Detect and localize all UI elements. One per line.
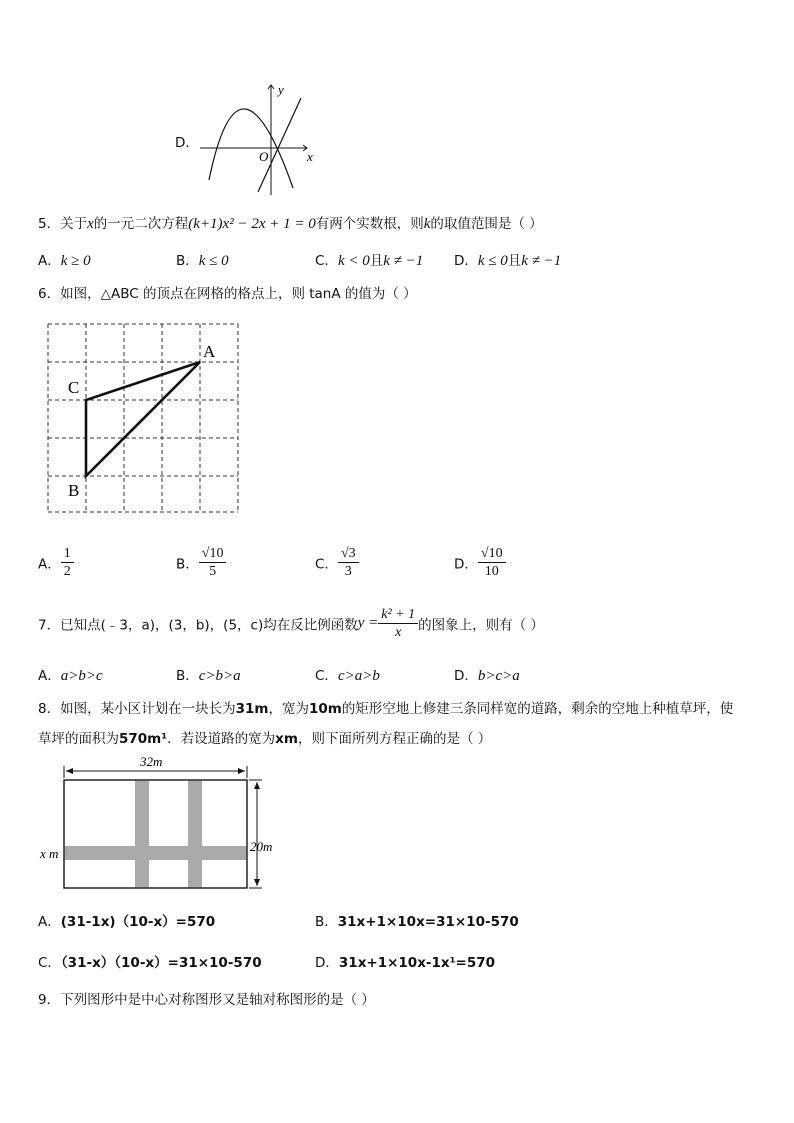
q8-field <box>64 780 247 888</box>
q8-left-label: x m <box>40 846 59 861</box>
q8-option-d[interactable]: D．31x+1×10x-1x¹=570 <box>315 955 496 971</box>
q5-option-d[interactable]: D．k ≤ 0且k ≠ −1 <box>454 253 562 269</box>
q5-option-a[interactable]: A．k ≥ 0 <box>38 253 91 269</box>
q5-option-b[interactable]: B．k ≤ 0 <box>176 253 229 269</box>
q7-option-a[interactable]: A．a>b>c <box>38 668 103 684</box>
q5-option-c[interactable]: C．k < 0且k ≠ −1 <box>315 253 424 269</box>
q8-option-a[interactable]: A．(31-1x)（10-x）=570 <box>38 914 216 930</box>
q4-option-d-label: D． <box>175 135 199 151</box>
q8-right-label: 20m <box>250 839 273 854</box>
q6-label-b: B <box>68 481 80 500</box>
q6-option-c[interactable]: C． $\frac{√3}{3}$ <box>315 545 359 580</box>
q4-origin-label: O <box>259 149 269 164</box>
q4-y-label: y <box>278 82 284 97</box>
q9-stem: 9．下列图形中是中心对称图形又是轴对称图形的是（ ） <box>38 992 375 1008</box>
q6-option-d[interactable]: D． $\frac{√10}{10}$ <box>454 545 506 580</box>
q8-road-vertical-1 <box>135 780 149 888</box>
q8-road-vertical-2 <box>188 780 202 888</box>
q8-top-label: 32m <box>140 754 163 769</box>
q7-option-d[interactable]: D．b>c>a <box>454 668 520 684</box>
q8-stem-line2: 草坪的面积为570m¹．若设道路的宽为xm，则下面所列方程正确的是（ ） <box>38 731 492 747</box>
q6-label-a: A <box>203 342 216 361</box>
q7-option-b[interactable]: B．c>b>a <box>176 668 241 684</box>
q4-option-d-graph <box>195 80 325 200</box>
q7-stem: 7．已知点(﹣3，a)，(3，b)，(5，c)均在反比例函数y = $\frac{\text{k² + 1}}{x}$ 的图象上，则有（ ） <box>38 607 544 640</box>
q7-option-c[interactable]: C．c>a>b <box>315 668 380 684</box>
q6-grid-figure <box>40 318 245 518</box>
q8-option-c[interactable]: C．（31-x）（10-x）=31×10-570 <box>38 955 262 971</box>
q8-figure <box>38 752 288 894</box>
q4-line <box>258 98 301 192</box>
q8-road-horizontal <box>64 846 247 860</box>
q4-x-label: x <box>307 149 313 164</box>
q6-triangle <box>86 362 200 476</box>
q6-option-b[interactable]: B． $\frac{√10}{5}$ <box>176 545 226 580</box>
q6-stem: 6．如图，△ABC 的顶点在网格的格点上，则 tanA 的值为（ ） <box>38 286 417 302</box>
q6-label-c: C <box>68 378 80 397</box>
q5-stem: 5．关于x的一元二次方程(k+1)x² − 2x + 1 = 0有两个实数根，则k的取值范围是（ ） <box>38 216 543 232</box>
q6-option-a[interactable]: A． $\frac{1}{2}$ <box>38 545 74 580</box>
q8-option-b[interactable]: B．31x+1×10x=31×10-570 <box>315 914 519 930</box>
q8-stem-line1: 8．如图，某小区计划在一块长为31m，宽为10m的矩形空地上修建三条同样宽的道路，剩余的空地上种植草坪，使 <box>38 701 734 717</box>
